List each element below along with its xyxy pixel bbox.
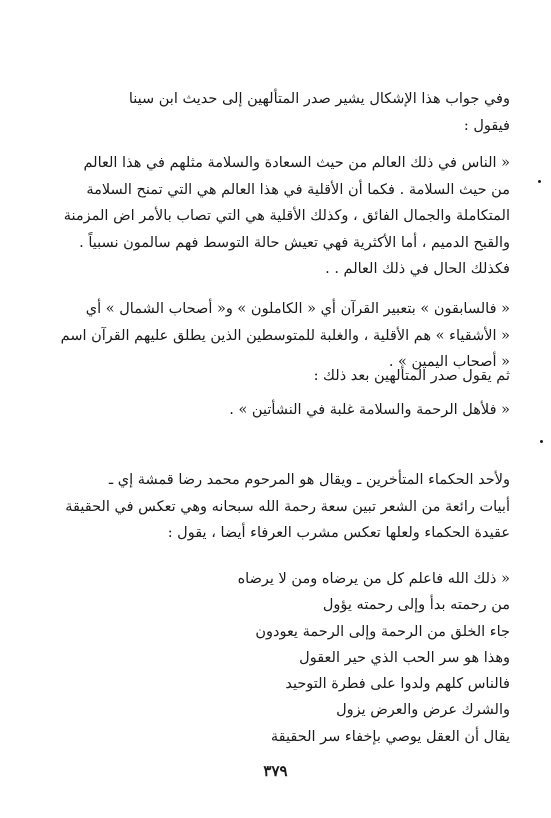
text-line: « ذلك الله فاعلم كل من يرضاه ومن لا يرضاه xyxy=(237,571,510,587)
margin-speck xyxy=(538,180,541,183)
page-number: ٣٧٩ xyxy=(263,762,288,780)
text-line: « الناس في ذلك العالم من حيث السعادة والسلامة مثلهم في هذا العالم xyxy=(83,155,510,171)
text-line: « أصحاب اليمين » . xyxy=(388,354,510,370)
text-line: « فلأهل الرحمة والسلامة غلبة في النشأتين » . xyxy=(229,402,510,418)
text-line: وهذا هو سر الحب الذي حير العقول xyxy=(299,649,510,666)
text-line: « فالسابقون » بتعبير القرآن أي « الكاملون » و« أصحاب الشمال » أي xyxy=(85,301,510,317)
text-line: فكذلك الحال في ذلك العالم . . xyxy=(325,261,510,277)
text-line: من رحمته بدأ وإلى رحمته يؤول xyxy=(322,597,510,614)
text-line: والشرك عرض والعرض يزول xyxy=(336,702,510,719)
text-line: جاء الخلق من الرحمة وإلى الرحمة يعودون xyxy=(255,623,510,640)
text-line: عقيدة الحكماء ولعلها تعكس مشرب العرفاء أيضا ، يقول : xyxy=(167,525,510,541)
paragraph-sadr-says xyxy=(88,363,510,390)
text-line: فيقول : xyxy=(463,117,510,134)
text-line: ولأحد الحكماء المتأخرين ـ ويقال هو المرحوم محمد رضا قمشة إي ـ xyxy=(108,472,510,488)
text-line: ثم يقول صدر المتألهين بعد ذلك : xyxy=(313,368,510,384)
paragraph-quote-mercy xyxy=(88,397,510,424)
paragraph-poet-intro xyxy=(65,467,510,547)
margin-speck xyxy=(540,440,543,443)
text-line: يقال أن العقل يوصي بإخفاء سر الحقيقة xyxy=(270,728,510,745)
text-line: المتكاملة والجمال الفائق ، وكذلك الأقلية هي التي تصاب بالأمر اض المزمنة xyxy=(63,208,510,224)
paragraph-intro xyxy=(88,86,510,139)
text-line: « الأشقياء » هم الأقلية ، والغلبة للمتوسطين الذين يطلق عليهم القرآن اسم xyxy=(60,327,510,344)
text-line: فالناس كلهم ولدوا على فطرة التوحيد xyxy=(285,676,510,693)
poem-verses xyxy=(180,566,510,750)
text-line: وفي جواب هذا الإشكال يشير صدر المتألهين إلى حديث ابن سينا xyxy=(128,91,510,107)
text-line: والقبح الدميم ، أما الأكثرية فهي تعيش حالة التوسط فهم سالمون نسبياً . xyxy=(79,234,510,251)
text-line: من حيث السلامة . فكما أن الأقلية في هذا العالم هي التي تمنح السلامة xyxy=(86,181,510,198)
text-line: أبيات رائعة من الشعر تبين سعة رحمة الله سبحانه وهي تعكس في الحقيقة xyxy=(65,498,510,515)
paragraph-quote-ibn-sina xyxy=(63,150,510,283)
